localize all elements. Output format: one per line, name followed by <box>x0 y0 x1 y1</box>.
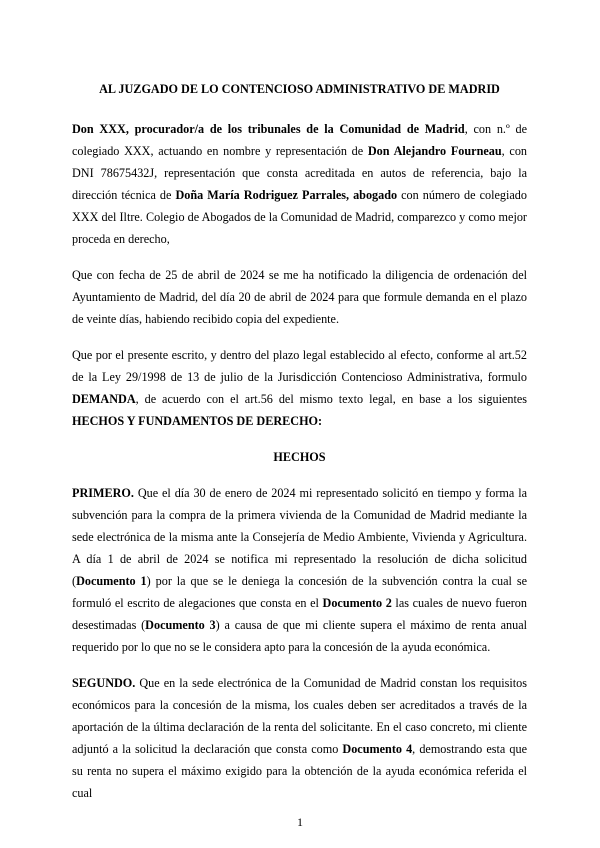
paragraph-primero <box>72 482 527 658</box>
documento-3-ref: Documento 3 <box>145 618 216 632</box>
segundo-label: SEGUNDO. <box>72 676 136 690</box>
documento-1-ref: Documento 1 <box>76 574 147 588</box>
paragraph-demand <box>72 344 527 432</box>
demanda-keyword: DEMANDA <box>72 392 136 406</box>
procurador-name: Don XXX, procurador/a de los tribunales de la Comunidad de Madrid <box>72 122 465 136</box>
documento-4-ref: Documento 4 <box>342 742 413 756</box>
document-body <box>72 78 527 818</box>
documento-2-ref: Documento 2 <box>322 596 392 610</box>
primero-label: PRIMERO. <box>72 486 134 500</box>
text-run: con número de colegiado XXX del Iltre. Colegio de Abogados de la Comunidad de Madrid, comparezco y como mejor proceda en derecho, <box>72 188 527 246</box>
document-title: AL JUZGADO DE LO CONTENCIOSO ADMINISTRATIVO DE MADRID <box>99 82 500 96</box>
lawyer-name: Doña María Rodriguez Parrales, abogado <box>175 188 398 202</box>
text-run: , con n.º de colegiado XXX, actuando en nombre y representación de <box>72 122 527 158</box>
client-name: Don Alejandro Fourneau <box>367 144 502 158</box>
text-run: , de acuerdo con el art.56 del mismo texto legal, en base a los siguientes <box>135 392 527 406</box>
text-run: ) a causa de que mi cliente supera el máximo de renta anual requerido por lo que no se le considera apto para la concesión de la ayuda económica. <box>72 618 527 654</box>
page-number: 1 <box>297 815 303 829</box>
text-run: Que en la sede electrónica de la Comunidad de Madrid constan los requisitos económicos para la concesión de la misma, los cuales deben ser acreditados a través de la aportación de la última declaración de la renta del solicitante. En el caso concreto, mi cliente adjuntó a la solicitud la declaración que consta como <box>72 676 527 756</box>
text-run: , demostrando esta que su renta no supera el máximo exigido para la obtención de la ayuda económica referida el cual <box>72 742 528 800</box>
hechos-fundamentos-keyword: HECHOS Y FUNDAMENTOS DE DERECHO: <box>72 414 323 428</box>
section-heading-hechos: HECHOS <box>273 450 326 464</box>
paragraph-segundo <box>72 672 527 804</box>
text-run: Que por el presente escrito, y dentro del plazo legal establecido al efecto, conforme al art.52 de la Ley 29/1998 de 13 de julio de la Jurisdicción Contencioso Administrativa, formulo <box>72 348 527 384</box>
paragraph-intro <box>72 118 527 250</box>
text-run: , con DNI 78675432J, representación que consta acreditada en autos de referencia, bajo la dirección técnica de <box>72 144 528 202</box>
text-run: las cuales de nuevo fueron desestimadas ( <box>72 596 527 632</box>
text-run: ) por la que se le deniega la concesión de la subvención contra la cual se formuló el escrito de alegaciones que consta en el <box>72 574 527 610</box>
text-run: Que el día 30 de enero de 2024 mi representado solicitó en tiempo y forma la subvención para la compra de la primera vivienda de la Comunidad de Madrid mediante la sede electrónica de la misma ante la Consejería de Medio Ambiente, Vivienda y Agricultura. A día 1 de abril de 2024 se notifica mi representado la resolución de dicha solicitud ( <box>72 486 527 588</box>
paragraph-notification: Que con fecha de 25 de abril de 2024 se me ha notificado la diligencia de ordenación del Ayuntamiento de Madrid, del día 20 de abril de 2024 para que formule demanda en el plazo de veinte días, habiendo recibido copia del expediente. <box>72 268 527 326</box>
